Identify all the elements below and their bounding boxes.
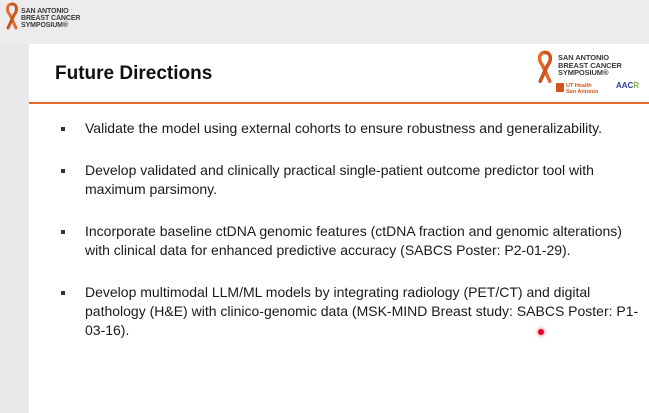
bullet-text: Incorporate baseline ctDNA genomic features (ctDNA fraction and genomic alterations) with clinical data for enhanced predictive accuracy (SABCS Poster: P2-01-29). <box>85 223 622 258</box>
header-logo-text: SAN ANTONIO BREAST CANCER SYMPOSIUM® <box>558 53 622 77</box>
slide-title: Future Directions <box>55 63 213 84</box>
pink-ribbon-icon <box>535 50 555 86</box>
laser-pointer-dot <box>538 329 544 335</box>
bullet-item <box>59 161 639 199</box>
ut-health-logo-text: UT Health San Antonio <box>566 83 599 95</box>
bullet-text: Develop multimodal LLM/ML models by integrating radiology (PET/CT) and digital pathology (H&E) with clinico-genomic data (MSK-MIND Breast study: SABCS Poster: P1-03-16). <box>85 284 639 338</box>
ut-health-icon <box>556 83 564 92</box>
aacr-logo-tail: R <box>633 81 640 90</box>
bullet-marker-icon <box>61 291 65 295</box>
bullet-marker-icon <box>61 169 65 173</box>
bullet-item <box>59 119 639 138</box>
bullet-marker-icon <box>61 127 65 131</box>
aacr-logo <box>616 81 639 90</box>
bullet-text: Validate the model using external cohorts to ensure robustness and generalizability. <box>85 120 603 136</box>
corner-logo-text: SAN ANTONIO BREAST CANCER SYMPOSIUM® <box>21 8 81 29</box>
top-bar <box>0 0 649 44</box>
pink-ribbon-icon <box>4 2 20 32</box>
slide <box>29 44 649 413</box>
sabcs-header-logo <box>531 48 649 98</box>
title-divider <box>29 102 649 104</box>
aacr-logo-main: AAC <box>616 81 634 90</box>
bullet-item <box>59 283 639 340</box>
bullet-list <box>59 119 639 363</box>
bullet-marker-icon <box>61 230 65 234</box>
partner-logos <box>556 81 648 97</box>
bullet-text: Develop validated and clinically practical single-patient outcome predictor tool with maximum parsimony. <box>85 162 594 197</box>
bullet-item <box>59 222 639 260</box>
sabcs-corner-logo <box>4 2 94 38</box>
